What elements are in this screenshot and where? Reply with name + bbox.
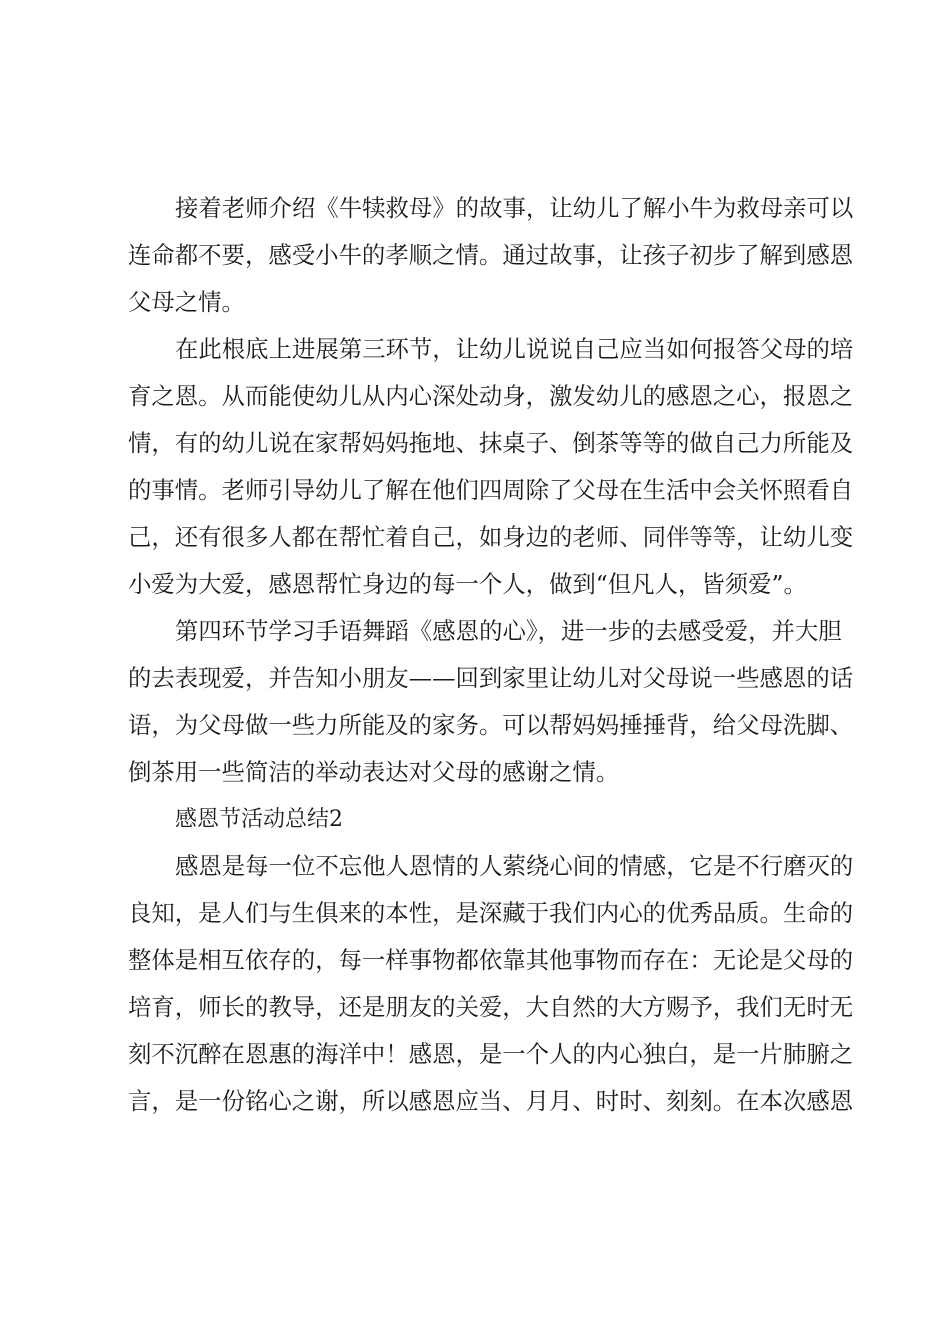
text-line: 连命都不要，感受小牛的孝顺之情。通过故事，让孩子初步了解到感恩 [128,241,854,269]
text-line: 接着老师介绍《牛犊救母》的故事，让幼儿了解小牛为救母亲可以 [175,194,854,222]
paragraph-gratitude [128,843,854,1125]
text-line: 言，是一份铭心之谢，所以感恩应当、月月、时时、刻刻。在本次感恩 [128,1087,854,1115]
text-line: 培育，师长的教导，还是朋友的关爱，大自然的大方赐予，我们无时无 [128,993,854,1021]
text-line: 父母之情。 [128,288,245,316]
text-line: 情，有的幼儿说在家帮妈妈拖地、抹桌子、倒茶等等的做自己力所能及 [128,429,854,457]
text-line: 良知，是人们与生俱来的本性，是深藏于我们内心的优秀品质。生命的 [128,899,854,927]
text-line: 己，还有很多人都在帮忙着自己，如身边的老师、同伴等等，让幼儿变 [128,523,854,551]
text-line: 的事情。老师引导幼儿了解在他们四周除了父母在生活中会关怀照看自 [128,476,854,504]
text-line: 倒茶用一些简洁的举动表达对父母的感谢之情。 [128,758,620,786]
section-heading: 感恩节活动总结2 [175,807,343,832]
text-line: 整体是相互依存的，每一样事物都依靠其他事物而存在：无论是父母的 [128,946,854,974]
text-line: 小爱为大爱，感恩帮忙身边的每一个人，做到“但凡人，皆须爱”。 [128,570,807,598]
paragraph-story [128,185,854,326]
text-line: 刻不沉醉在恩惠的海洋中！感恩，是一个人的内心独白，是一片肺腑之 [128,1040,854,1068]
text-line: 语，为父母做一些力所能及的家务。可以帮妈妈捶捶背，给父母洗脚、 [128,711,854,739]
paragraph-third-section [128,326,854,608]
text-line: 感恩是每一位不忘他人恩情的人萦绕心间的情感，它是不行磨灭的 [175,852,854,880]
text-line: 的去表现爱，并告知小朋友——回到家里让幼儿对父母说一些感恩的话 [128,664,854,692]
text-line: 第四环节学习手语舞蹈《感恩的心》，进一步的去感受爱，并大胆 [175,617,842,645]
text-line: 育之恩。从而能使幼儿从内心深处动身，激发幼儿的感恩之心，报恩之 [128,382,854,410]
document-body [128,185,854,1125]
text-line: 在此根底上进展第三环节，让幼儿说说自己应当如何报答父母的培 [175,335,854,363]
paragraph-fourth-section [128,608,854,796]
